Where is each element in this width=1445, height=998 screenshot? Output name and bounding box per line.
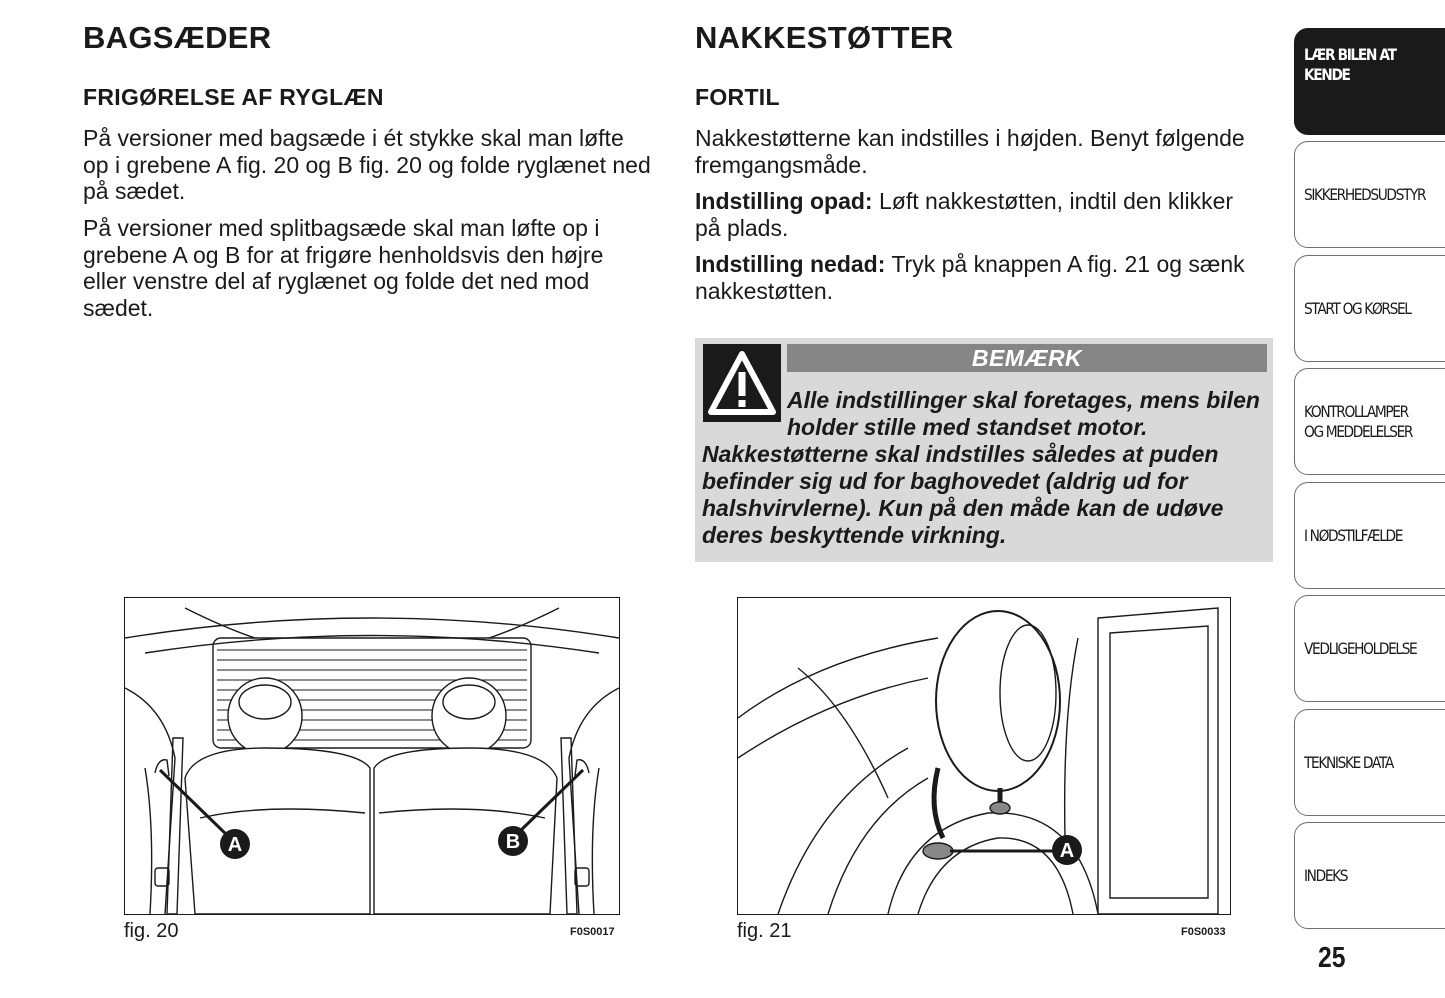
- figure-21-code: F0S0033: [1181, 926, 1226, 938]
- tab-vedligeholdelse[interactable]: [1294, 595, 1445, 702]
- tab-label: KONTROLLAMPER OG MEDDELELSER: [1304, 401, 1413, 441]
- paragraph-bagsaede-2: På versioner med splitbagsæde skal man løfte op i grebene A og B for at frigøre henholdsvis den højre eller venstre del af ryglænet og folde det ned mod sædet.: [83, 215, 604, 321]
- tab-kontrollamper[interactable]: [1294, 368, 1445, 475]
- callout-a-fig21: A: [1059, 840, 1075, 862]
- paragraph-bagsaede-1: På versioner med bagsæde i ét stykke skal man løfte op i grebene A fig. 20 og B fig. 20 og folde ryglænet ned på sædet.: [83, 125, 651, 204]
- headrest-illustration: [738, 598, 1230, 914]
- section-title-nakkestoetter: NAKKESTØTTER: [695, 20, 954, 55]
- paragraph-indstilling-opad: [695, 188, 1255, 241]
- tab-label: I NØDSTILFÆLDE: [1304, 525, 1403, 545]
- tab-label: TEKNISKE DATA: [1304, 752, 1393, 772]
- figure-21-headrest: [737, 597, 1231, 915]
- tab-sikkerhedsudstyr[interactable]: [1294, 141, 1445, 248]
- label-indstilling-opad: Indstilling opad:: [695, 188, 873, 214]
- label-indstilling-nedad: Indstilling nedad:: [695, 251, 886, 277]
- tab-laer-bilen-at-kende[interactable]: [1294, 28, 1445, 135]
- page-number: 25: [1318, 942, 1346, 974]
- paragraph-indstilling-nedad: [695, 251, 1255, 304]
- callout-a-fig20: A: [227, 834, 243, 856]
- figure-20-caption: fig. 20: [124, 920, 179, 942]
- warning-triangle-icon: [703, 344, 781, 422]
- text-indstilling-opad: Løft nakkestøtten, indtil den klikker på plads.: [695, 188, 1234, 241]
- figure-20-rear-seats: [124, 597, 620, 915]
- note-box: [695, 338, 1273, 562]
- tab-start-og-koersel[interactable]: [1294, 255, 1445, 362]
- figure-20-code: F0S0017: [570, 926, 615, 938]
- paragraph-nakkestoetter-intro: Nakkestøtterne kan indstilles i højden. Benyt følgende fremgangsmåde.: [695, 125, 1245, 178]
- tab-tekniske-data[interactable]: [1294, 709, 1445, 816]
- tab-label: INDEKS: [1304, 865, 1348, 885]
- text-indstilling-nedad: Tryk på knappen A fig. 21 og sænk nakkestøtten.: [695, 251, 1245, 304]
- note-header: BEMÆRK: [787, 344, 1267, 372]
- subsection-title-frigoerelse: FRIGØRELSE AF RYGLÆN: [83, 84, 384, 110]
- figure-21-caption: fig. 21: [737, 920, 792, 942]
- tab-indeks[interactable]: [1294, 822, 1445, 929]
- callout-b-fig20: B: [505, 831, 521, 853]
- tab-label: LÆR BILEN AT KENDE: [1304, 45, 1396, 84]
- subsection-title-fortil: FORTIL: [695, 84, 780, 110]
- note-text-rest: Nakkestøtterne skal indstilles således at puden befinder sig ud for baghovedet (aldrig ud for halshvirvlerne). Kun på den måde kan de udøve deres beskyttende virkning.: [702, 441, 1224, 548]
- tab-label: START OG KØRSEL: [1304, 298, 1411, 318]
- rear-seat-illustration: [125, 598, 619, 914]
- tab-label: VEDLIGEHOLDELSE: [1304, 638, 1417, 658]
- tab-label: SIKKERHEDSUDSTYR: [1304, 184, 1426, 204]
- tab-i-noedstilfaelde[interactable]: [1294, 482, 1445, 589]
- section-title-bagsaeder: BAGSÆDER: [83, 20, 272, 55]
- note-text-first: Alle indstillinger skal foretages, mens bilen holder stille med standset motor.: [787, 387, 1260, 440]
